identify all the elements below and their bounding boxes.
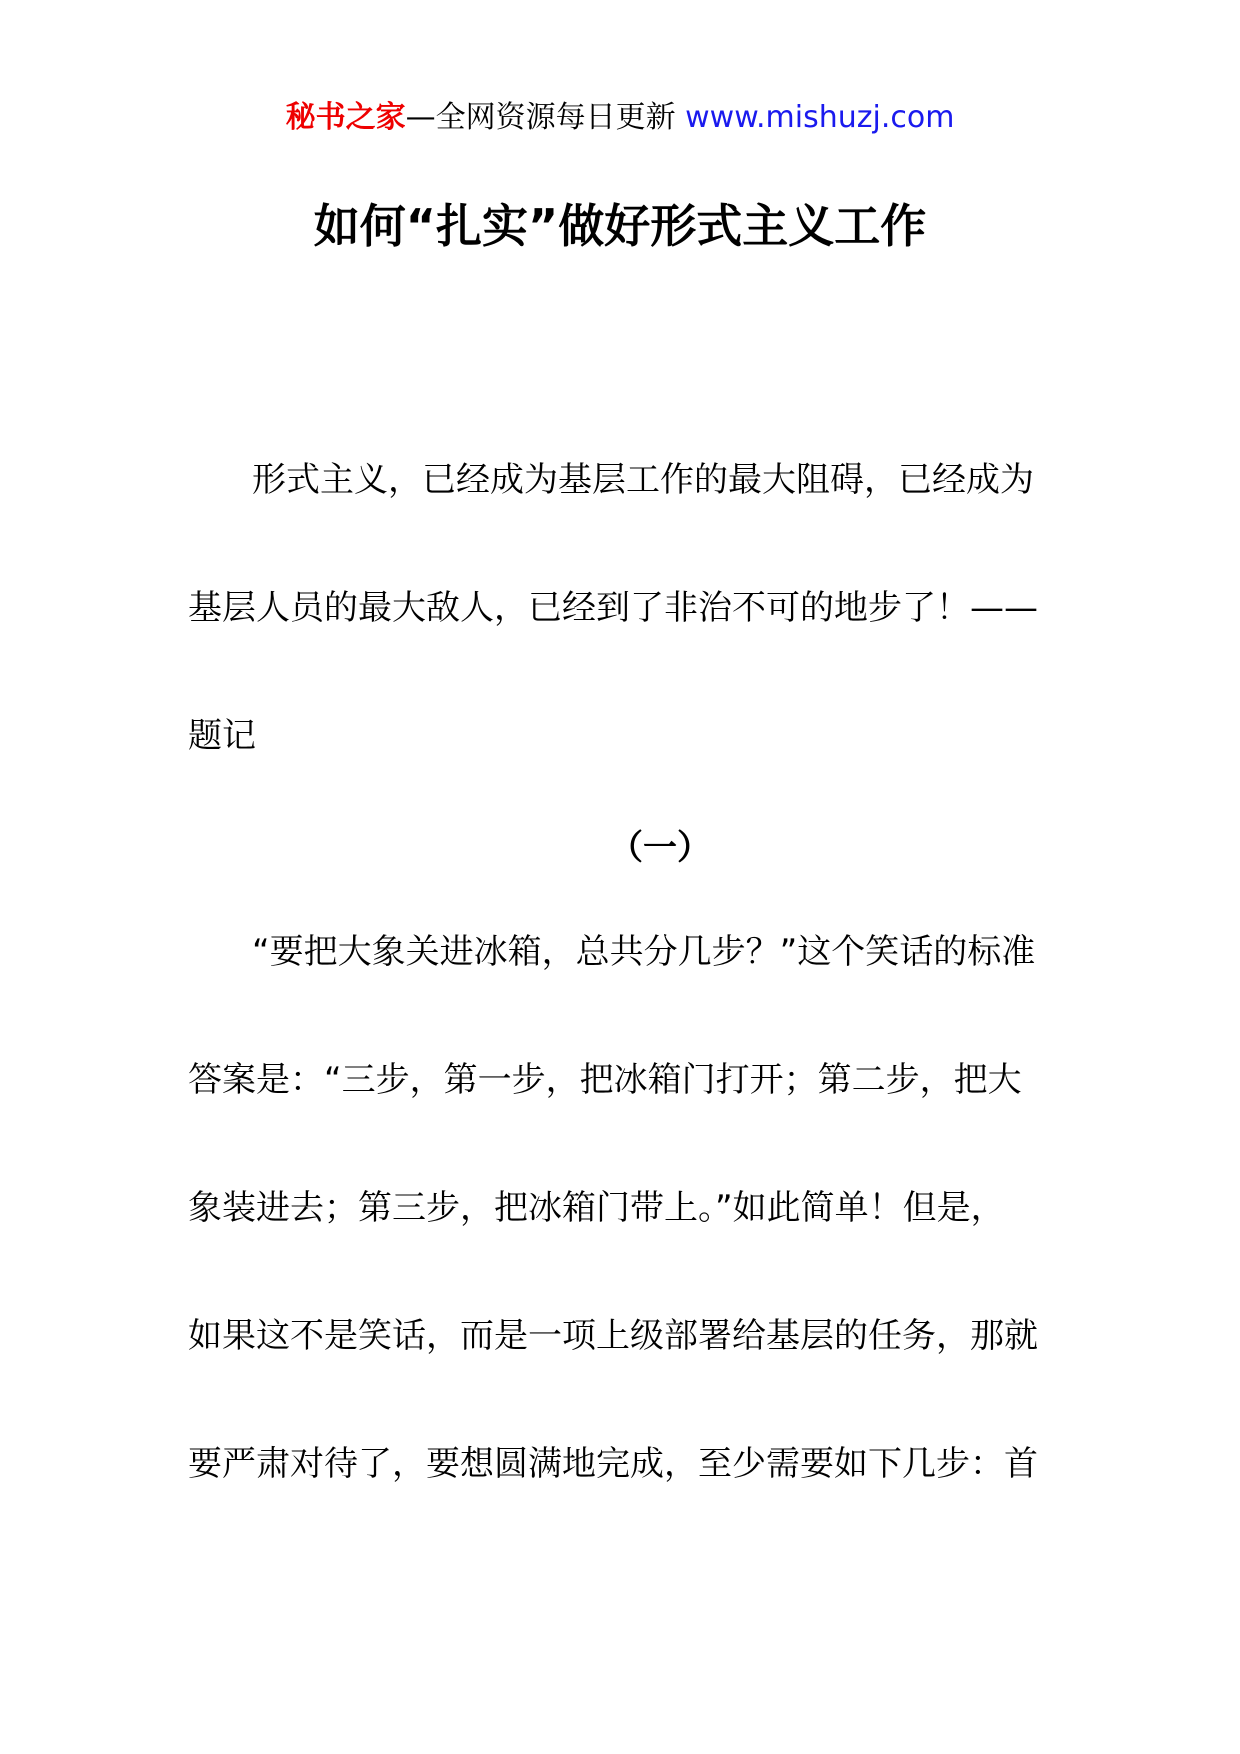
site-url-link[interactable]: www.mishuzj.com bbox=[685, 100, 955, 135]
section-heading: （一） bbox=[609, 828, 711, 868]
paragraph-1-line-1: 形式主义，已经成为基层工作的最大阻碍，已经成为 bbox=[252, 460, 1034, 500]
paragraph-2-line-2: 答案是：“三步，第一步，把冰箱门打开；第二步，把大 bbox=[188, 1060, 1022, 1100]
paragraph-2-line-3: 象装进去；第三步，把冰箱门带上。”如此简单！但是， bbox=[188, 1188, 1005, 1228]
paragraph-1-line-3: 题记 bbox=[188, 716, 256, 756]
paragraph-2-line-5: 要严肃对待了，要想圆满地完成，至少需要如下几步：首 bbox=[188, 1444, 1038, 1484]
paragraph-2-line-1: “要把大象关进冰箱，总共分几步？”这个笑话的标准 bbox=[252, 932, 1036, 972]
paragraph-1-line-2: 基层人员的最大敌人，已经到了非治不可的地步了！—— bbox=[188, 588, 1038, 628]
paragraph-2-line-4: 如果这不是笑话，而是一项上级部署给基层的任务，那就 bbox=[188, 1316, 1038, 1356]
document-title: 如何“扎实”做好形式主义工作 bbox=[313, 199, 927, 253]
brand-name: 秘书之家 bbox=[285, 100, 406, 135]
header-tagline: —全网资源每日更新 bbox=[405, 100, 676, 135]
site-header bbox=[0, 98, 1240, 138]
